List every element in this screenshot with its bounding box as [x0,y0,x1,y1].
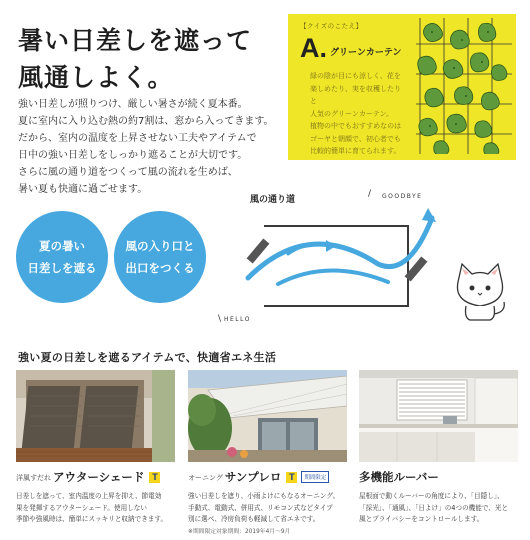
quiz-answer-box [288,14,516,160]
desc-line: 果を発揮するアウターシェード。使用しない [16,503,147,512]
wind-arrow-small [326,240,336,252]
outer-shade-category: 洋風すだれ [16,474,51,482]
intro-line: 強い日差しが照りつけ、厳しい暑さが続く夏本番。 [18,99,248,110]
quiz-desc-line: ゴーヤと朝顔で、初心者でも [310,134,401,143]
wind-path-diagram [218,188,450,328]
desc-line: 季節や強風時は、簡単にスッキリと収納できます。 [16,515,168,523]
quiz-desc-line: 人気のグリーンカーテン。 [310,109,393,118]
louver-name: 多機能ルーバー [359,470,439,484]
headline-line-2: 風通しよく。 [18,63,174,92]
sunprero-title [188,467,347,485]
hello-label: HELLO [224,316,251,323]
desc-line: 「採光」、「通風」、「日よけ」の4つの機能で、光と [359,503,509,512]
limited-period-note: ※期間限定対象期間：2019年4月～9月 [188,528,291,535]
hello-slash: \ [218,314,222,324]
quiz-desc-line: 楽しめたり、実を収穫したりと [310,84,401,105]
section-title: 強い夏の日差しを遮るアイテムで、快適省エネ生活 [18,351,277,364]
quiz-letter: A. [300,33,327,63]
desc-line: 風とプライバシーをコントロールします。 [359,515,484,523]
quiz-answer-title: グリーンカーテン [330,48,402,58]
outer-shade-name: アウターシェード [53,470,145,484]
desc-line: 屋根面で動くルーバーの角度により、「目隠し」、 [359,492,504,500]
product-card-louver [359,370,518,526]
headline [18,22,252,96]
sunprero-name: サンプレロ [224,470,282,484]
quiz-description [310,70,406,158]
product-card-outer-shade [16,370,175,526]
desc-line: 日差しを遮って、室内温度の上昇を抑え、節電効 [16,492,162,500]
quiz-desc-line: 比較的簡単に育てられます。 [310,147,401,155]
intro-line: さらに風の通り道をつくって風の流れを生めば、 [18,167,238,178]
intro-line: だから、室内の温度を上昇させない工夫やアイテムで [18,133,257,144]
quiz-tag: 【クイズのこたえ】 [300,22,363,30]
wind-path-label: 風の通り道 [250,195,296,205]
goodbye-label: GOODBYE [382,193,423,200]
outer-shade-photo [16,370,175,462]
circle-block-sunlight: 夏の暑い 日差しを遮る [16,211,108,303]
limited-period-badge: 期間限定 [301,471,329,483]
cat-illustration [448,258,512,322]
intro-line: 夏に室内に入り込む熱の約7割は、窓から入ってきます。 [18,116,274,127]
desc-line: 別に選べ、冷房負荷も軽減して省エネです。 [188,515,320,523]
sunprero-description [188,491,347,538]
product-card-sunprero [188,370,347,538]
sunprero-photo [188,370,347,462]
circle-make-wind-path: 風の入り口と 出口をつくる [114,211,206,303]
t-point-mark-icon: T [149,472,160,483]
desc-line: 手動式、電動式、併用式、リモコン式などタイプ [188,503,333,512]
outer-shade-title [16,467,175,485]
headline-line-1: 暑い日差しを遮って [18,26,253,55]
louver-photo [359,370,518,462]
intro-line: 日中の強い日差しをしっかり遮ることが大切です。 [18,150,248,161]
quiz-desc-line: 植物の中でもおすすめなのは [310,122,402,130]
quiz-desc-line: 緑の陰が目にも涼しく、花を [310,72,401,80]
sunprero-category: オーニング [188,474,223,482]
intro-line: 暑い夏も快適に過ごせます。 [18,184,148,195]
t-point-mark-icon: T [286,472,297,483]
louver-description [359,491,518,526]
louver-title [359,467,518,485]
goodbye-slash: / [368,189,372,199]
outer-shade-description [16,491,175,526]
green-curtain-illustration [416,18,512,154]
wind-arrow-head [422,208,436,222]
desc-line: 強い日差しを遮り、小雨よけにもなるオーニング。 [188,492,340,500]
wind-flow-lower [278,270,388,284]
intro-paragraph [18,96,280,198]
